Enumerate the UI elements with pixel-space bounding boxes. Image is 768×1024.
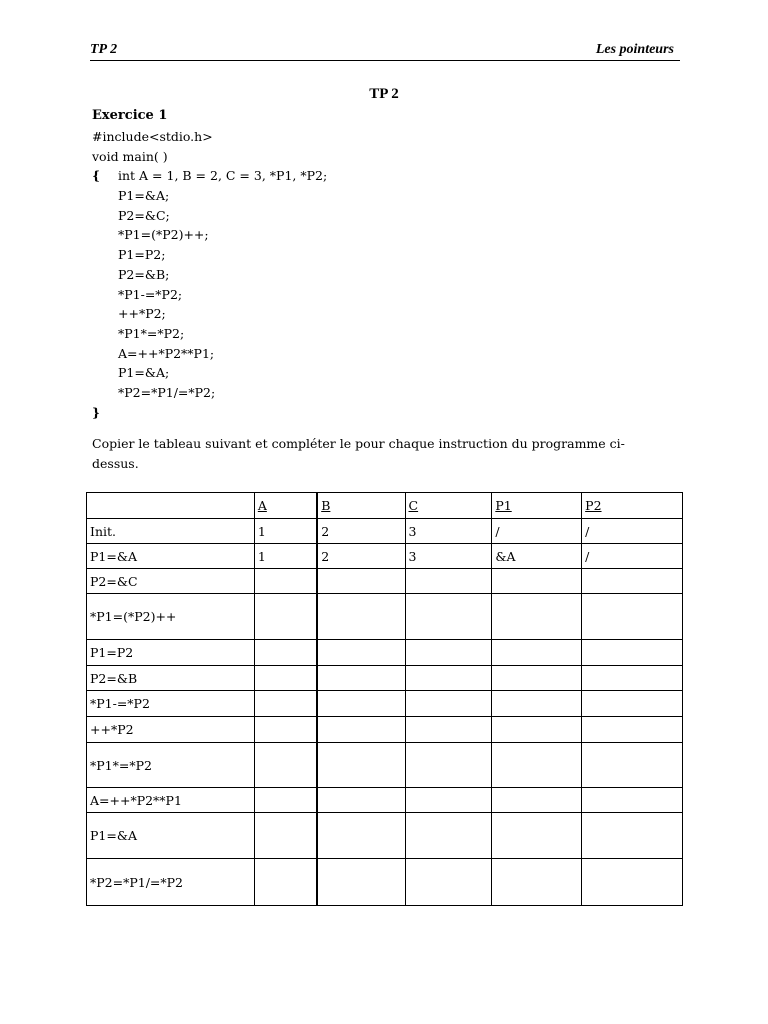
code-include-line: #include<stdio.h> (92, 129, 213, 144)
table-cell (317, 594, 405, 640)
table-cell (317, 569, 405, 594)
code-declaration: int A = 1, B = 2, C = 3, *P1, *P2; (118, 168, 328, 184)
table-cell: 2 (317, 519, 405, 544)
pointer-table (86, 492, 683, 906)
code-statement: P1=P2; (118, 247, 166, 263)
table-row (87, 717, 683, 743)
table-cell (254, 569, 317, 594)
table-cell (317, 743, 405, 788)
code-declaration-line (92, 166, 327, 186)
table-cell (405, 717, 492, 743)
table-cell (254, 691, 317, 717)
table-header-cell: C (405, 493, 492, 519)
table-row (87, 743, 683, 788)
table-header-cell: P2 (582, 493, 683, 519)
table-cell (405, 743, 492, 788)
instruction-text: Copier le tableau suivant et compléter le pour chaque instruction du programme ci-dessus. (92, 436, 625, 471)
table-cell (492, 813, 582, 859)
code-statement: ++*P2; (118, 306, 166, 322)
table-cell (405, 594, 492, 640)
table-cell (254, 594, 317, 640)
code-statement: P2=&C; (118, 207, 170, 223)
table-cell (492, 859, 582, 906)
table-cell (582, 717, 683, 743)
table-header-row (87, 493, 683, 519)
table-cell (254, 640, 317, 666)
table-cell (582, 569, 683, 594)
table-cell (254, 859, 317, 906)
page-header (90, 42, 680, 61)
table-cell (405, 640, 492, 666)
table-cell (582, 666, 683, 691)
table-row-label: P1=&A (87, 813, 255, 859)
table-cell (317, 813, 405, 859)
table-row-label: Init. (87, 519, 255, 544)
table-header-cell: P1 (492, 493, 582, 519)
table-row-label: *P2=*P1/=*P2 (87, 859, 255, 906)
table-cell (582, 691, 683, 717)
table-cell (582, 813, 683, 859)
table-cell (405, 569, 492, 594)
table-cell (317, 859, 405, 906)
table-header-cell (87, 493, 255, 519)
table-cell (317, 691, 405, 717)
table-cell (405, 691, 492, 717)
header-left-title: TP 2 (90, 42, 118, 57)
table-cell: 1 (254, 544, 317, 569)
table-row-label: *P1-=*P2 (87, 691, 255, 717)
table-header-cell: B (317, 493, 405, 519)
table-row (87, 519, 683, 544)
table-row (87, 666, 683, 691)
code-open-brace: { (92, 168, 101, 184)
table-cell: &A (492, 544, 582, 569)
code-statement: *P2=*P1/=*P2; (118, 384, 216, 400)
code-main-line: void main( ) (92, 148, 168, 164)
table-cell (317, 788, 405, 813)
table-row-label: P1=&A (87, 544, 255, 569)
table-cell (492, 594, 582, 640)
code-statement: *P1*=*P2; (118, 325, 185, 341)
table-row-label: P2=&B (87, 666, 255, 691)
code-statement: P2=&B; (118, 266, 170, 282)
code-statement: A=++*P2**P1; (118, 345, 215, 361)
code-statement: *P1-=*P2; (118, 286, 183, 302)
table-cell: 3 (405, 519, 492, 544)
table-cell: / (582, 519, 683, 544)
table-cell (492, 717, 582, 743)
table-cell (254, 813, 317, 859)
table-row (87, 569, 683, 594)
table-row (87, 788, 683, 813)
code-block (92, 127, 327, 422)
table-cell (405, 788, 492, 813)
table-cell (254, 788, 317, 813)
code-close-brace: } (92, 404, 101, 420)
table-row-label: P1=P2 (87, 640, 255, 666)
table-cell (405, 859, 492, 906)
table-row (87, 544, 683, 569)
table-cell (317, 640, 405, 666)
table-cell (317, 666, 405, 691)
table-cell (492, 788, 582, 813)
table-row-label: *P1*=*P2 (87, 743, 255, 788)
table-cell (492, 640, 582, 666)
table-cell (582, 640, 683, 666)
table-cell (317, 717, 405, 743)
code-statement: P1=&A; (118, 365, 170, 381)
table-row-label: P2=&C (87, 569, 255, 594)
table-cell (254, 717, 317, 743)
document-title: TP 2 (369, 86, 399, 102)
table-cell (254, 666, 317, 691)
table-cell (492, 569, 582, 594)
table-cell: / (492, 519, 582, 544)
table-row (87, 691, 683, 717)
table-cell (582, 859, 683, 906)
table-cell (582, 788, 683, 813)
header-right-title: Les pointeurs (595, 42, 674, 57)
table-row-label: *P1=(*P2)++ (87, 594, 255, 640)
table-cell (492, 691, 582, 717)
table-cell (405, 666, 492, 691)
table-row (87, 813, 683, 859)
code-statement: *P1=(*P2)++; (118, 227, 209, 243)
table-row (87, 594, 683, 640)
table-cell (582, 594, 683, 640)
table-row (87, 640, 683, 666)
table-cell (405, 813, 492, 859)
table-cell: 3 (405, 544, 492, 569)
exercise-title: Exercice 1 (92, 108, 168, 123)
code-statement: P1=&A; (118, 188, 170, 204)
table-row (87, 859, 683, 906)
table-row-label: ++*P2 (87, 717, 255, 743)
table-cell (582, 743, 683, 788)
table-cell: / (582, 544, 683, 569)
table-header-cell: A (254, 493, 317, 519)
table-row-label: A=++*P2**P1 (87, 788, 255, 813)
table-cell: 2 (317, 544, 405, 569)
table-cell (492, 666, 582, 691)
table-cell (254, 743, 317, 788)
table-cell (492, 743, 582, 788)
table-cell: 1 (254, 519, 317, 544)
